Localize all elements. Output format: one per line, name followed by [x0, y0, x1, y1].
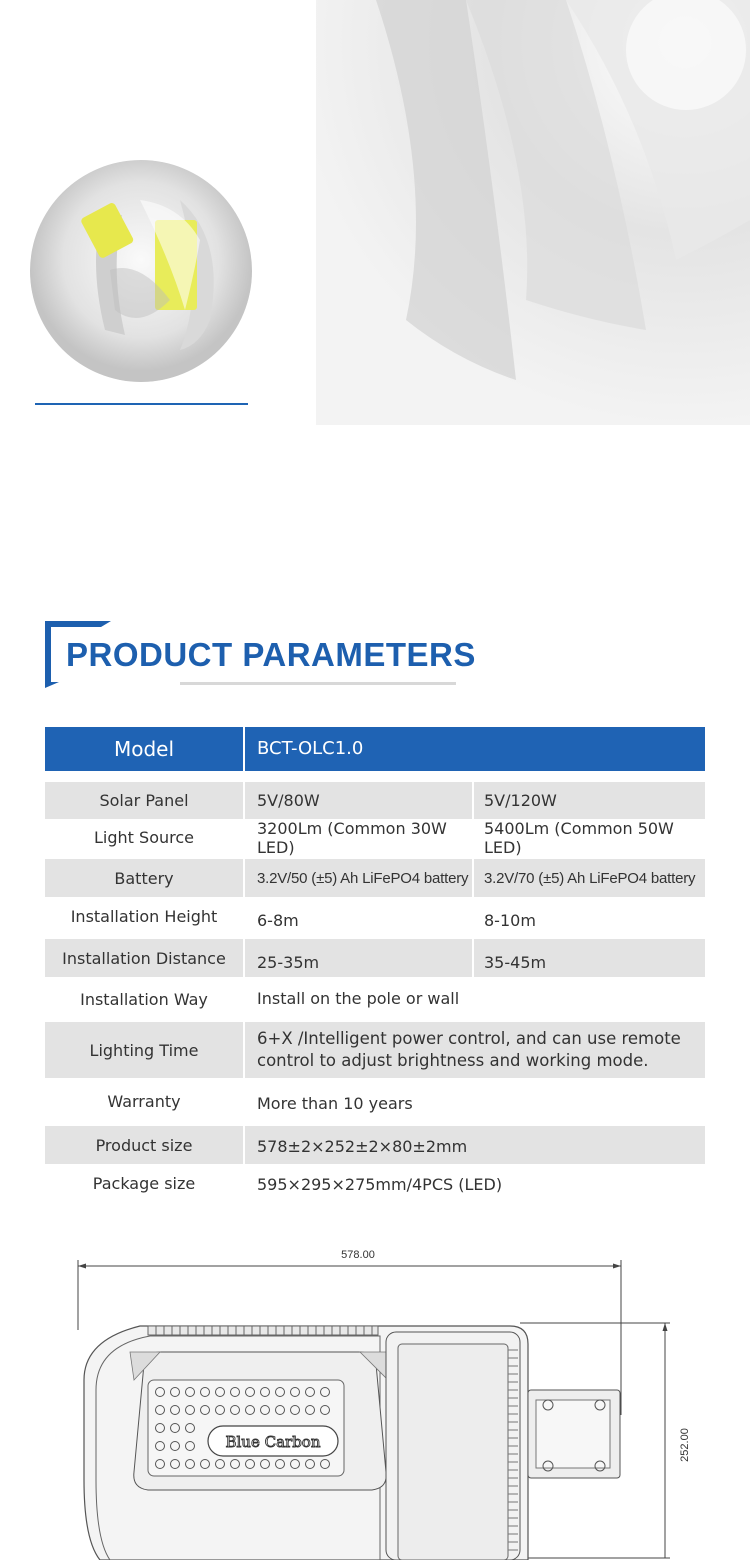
table-row — [45, 1126, 705, 1164]
drawing-logo-text: Blue Carbon — [225, 1433, 321, 1451]
lens-closeup-image — [316, 0, 750, 425]
table-row — [45, 1022, 705, 1078]
row-value-model-1: 3.2V/50 (±5) Ah LiFePO4 battery — [245, 859, 472, 897]
table-row — [45, 782, 705, 819]
lens-thumbnail-art — [30, 160, 252, 382]
row-label: Installation Way — [80, 989, 208, 1009]
width-dimension-label: 578.00 — [341, 1249, 375, 1261]
row-value-model-2: 5V/120W — [474, 782, 705, 819]
table-row — [45, 859, 705, 897]
table-header-row — [45, 727, 705, 771]
table-header-value: BCT-OLC1.0 — [245, 727, 705, 771]
table-row — [45, 1082, 705, 1120]
table-row — [45, 939, 705, 977]
table-row — [45, 1164, 705, 1202]
row-value: 578±2×252±2×80±2mm — [245, 1126, 705, 1164]
row-value-model-2: 35-45m — [474, 939, 705, 977]
section-title: PRODUCT PARAMETERS — [66, 636, 476, 673]
row-label: Battery — [45, 859, 243, 897]
row-value: Install on the pole or wall — [257, 989, 460, 1008]
row-value-model-1: 3200Lm (Common 30W LED) — [257, 818, 447, 857]
row-value-model-1: 6-8m — [257, 910, 299, 930]
row-value: More than 10 years — [257, 1094, 413, 1113]
row-label: Installation Height — [70, 906, 218, 926]
row-value: 595×295×275mm/4PCS (LED) — [257, 1175, 503, 1194]
table-row — [45, 897, 705, 935]
lens-closeup-art — [316, 0, 750, 425]
row-value-model-2: 5400Lm (Common 50W LED) — [484, 818, 674, 857]
row-value-model-2: 3.2V/70 (±5) Ah LiFePO4 battery — [474, 859, 705, 897]
lens-underline-divider — [35, 403, 248, 405]
row-value-model-1: 5V/80W — [245, 782, 472, 819]
row-label: Installation Distance — [45, 939, 243, 977]
table-row — [45, 980, 705, 1018]
height-dimension-label: 252.00 — [679, 1428, 691, 1462]
table-header-label: Model — [45, 727, 243, 771]
table-row — [45, 819, 705, 856]
row-label: Product size — [45, 1126, 243, 1164]
lens-thumbnail-image — [30, 160, 252, 382]
section-title-underline — [180, 682, 456, 685]
row-label: Package size — [92, 1173, 196, 1193]
row-label: Light Source — [94, 828, 194, 847]
row-value: 6+X /Intelligent power control, and can use remote control to adjust brightness and working mode. — [245, 1022, 705, 1078]
row-value-model-2: 8-10m — [484, 910, 536, 930]
product-dimension-drawing — [0, 1240, 750, 1560]
row-label: Lighting Time — [45, 1022, 243, 1078]
row-label: Warranty — [107, 1091, 181, 1111]
dimension-drawing-art — [0, 1240, 750, 1560]
row-label: Solar Panel — [45, 782, 243, 819]
row-value-model-1: 25-35m — [245, 939, 472, 977]
